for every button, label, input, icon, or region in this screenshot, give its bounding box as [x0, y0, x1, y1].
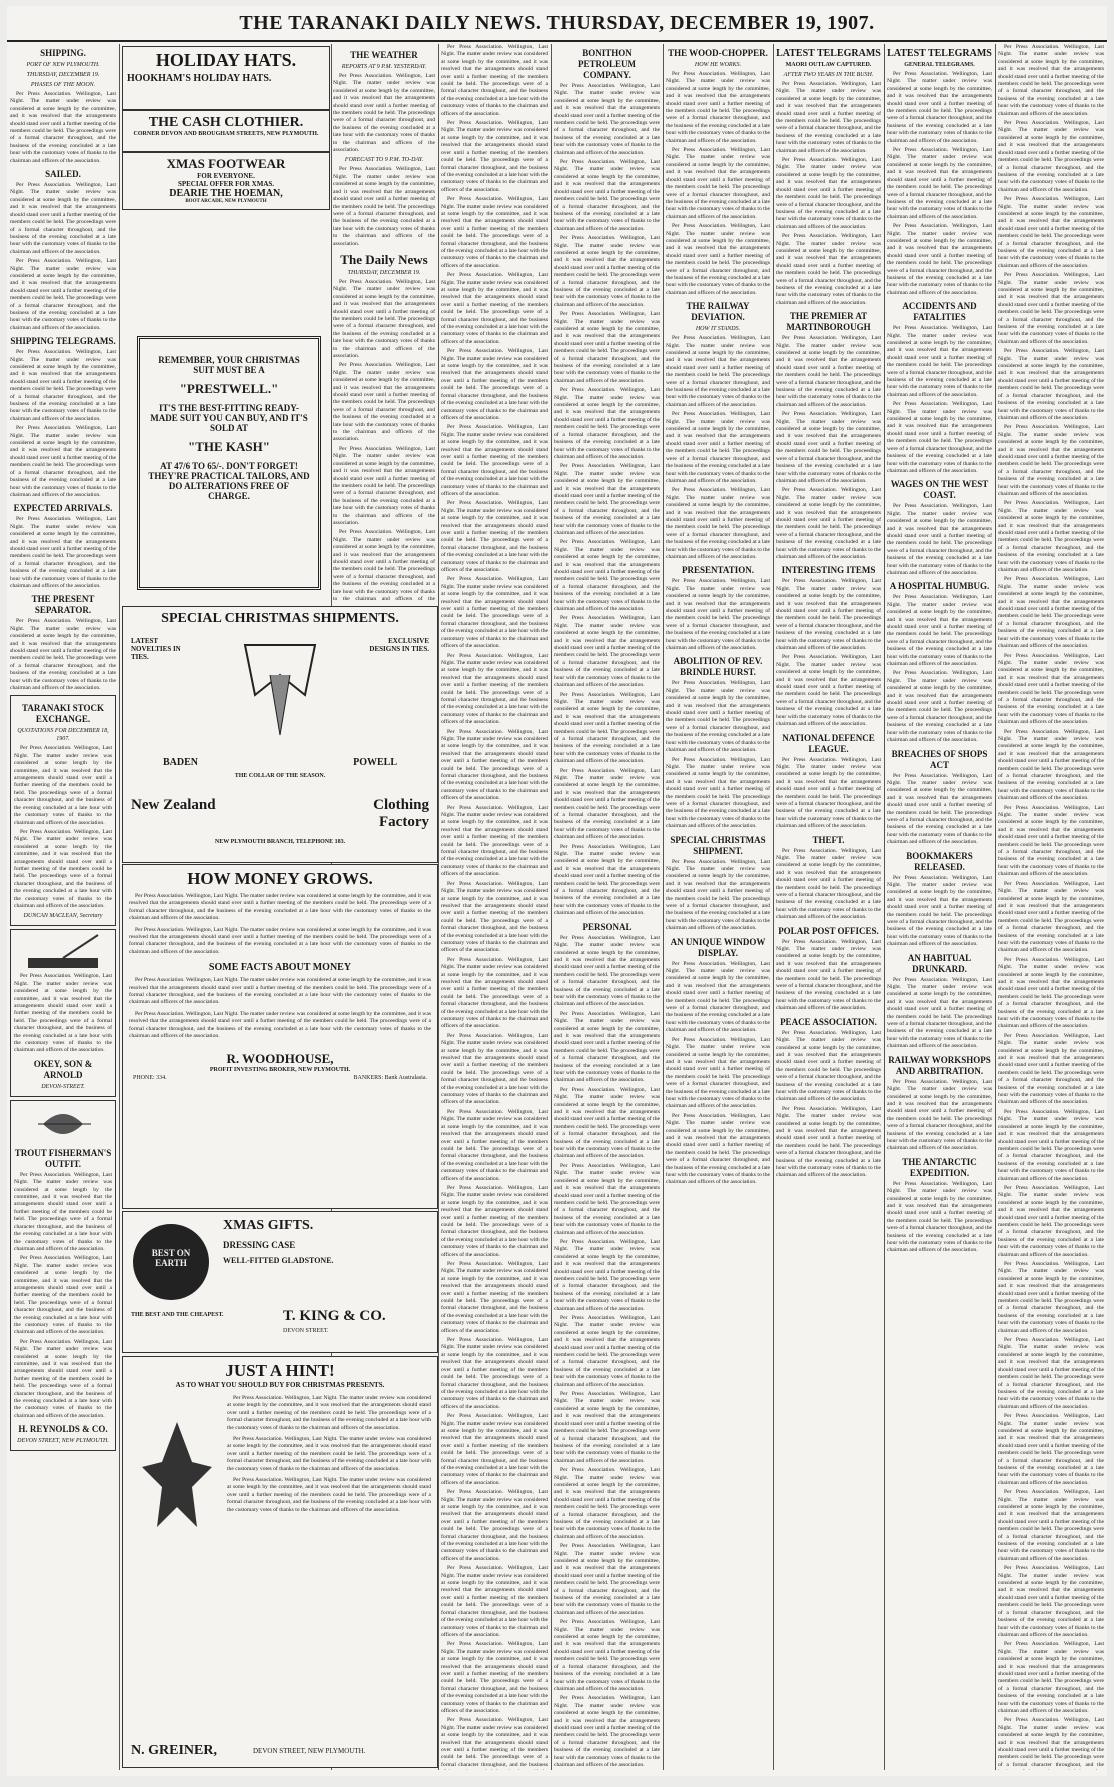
- article-text: Per Press Association. Wellington, Last Night. The matter under review was considered at some length by the committee, and it was resolved that the arrangements should stand over until a further meeting of the members could be held. The proceedings were of a formal character throughout, and the business of the evening concluded at a late hour with the customary votes of thanks to the chairman and officers of the association.: [887, 223, 992, 296]
- article-text: Per Press Association. Wellington, Last Night. The matter under review was considered at some length by the committee, and it was resolved that the arrangements should stand over until a further meeting of the members could be held. The proceedings were of a formal character throughout, and the business of the evening concluded at a late hour with the customary votes of thanks to the chairman and officers of the association.: [14, 1171, 112, 1252]
- prestwell-line3: IT'S THE BEST-FITTING READY-MADE SUIT YOU CAN BUY, AND IT'S SOLD AT: [150, 403, 308, 433]
- peace-heading: PEACE ASSOCIATION.: [780, 1016, 877, 1027]
- best-cheapest: THE BEST AND THE CHEAPEST.: [131, 1312, 224, 1318]
- article-text: Per Press Association. Wellington, Last Night. The matter under review was considered at some length by the committee, and it was resolved that the arrangements should stand over until a further meeting of the members could be held. The proceedings were of a formal character throughout, and the business of the evening concluded at a late hour with the customary votes of thanks to the chairman and officers of the association.: [776, 157, 881, 230]
- article-text: Per Press Association. Wellington, Last Night. The matter under review was considered at some length by the committee, and it was resolved that the arrangements should stand over until a further meeting of the members could be held. The proceedings were of a formal character throughout, and the business of the evening concluded at a late hour with the customary votes of thanks to the chairman and officers of the association.: [998, 1108, 1104, 1182]
- woodhouse-sub: PROFIT INVESTING BROKER, NEW PLYMOUTH.: [209, 1066, 351, 1073]
- collar-caption: THE COLLAR OF THE SEASON.: [234, 773, 326, 779]
- article-text: Per Press Association. Wellington, Last Night. The matter under review was considered at some length by the committee, and it was resolved that the arrangements should stand over until a further meeting of the members could be held. The proceedings were of a formal character throughout, and the business of the evening concluded at a late hour with the customary votes of thanks to the chairman and officers of the association.: [666, 223, 770, 296]
- special-shipment-heading: SPECIAL CHRISTMAS SHIPMENT.: [670, 834, 766, 856]
- article-text: Per Press Association. Wellington, Last Night. The matter under review was considered at some length by the committee, and it was resolved that the arrangements should stand over until a further meeting of the members could be held. The proceedings were of a formal character throughout, and the business of the evening concluded at a late hour with the customary votes of thanks to the chairman and officers of the association.: [441, 576, 548, 650]
- article-text: Per Press Association. Wellington, Last Night. The matter under review was considered at some length by the committee, and it was resolved that the arrangements should stand over until a further meeting of the members could be held. The proceedings were of a formal character throughout, and the business of the evening concluded at a late hour with the customary votes of thanks to the chairman and officers of the association.: [10, 618, 116, 692]
- article-text: Per Press Association. Wellington, Last Night. The matter under review was considered at some length by the committee, and it was resolved that the arrangements should stand over until a further meeting of the members could be held. The proceedings were of a formal character throughout, and the business of the evening concluded at a late hour with the customary votes of thanks to the chairman and officers of the association.: [776, 847, 881, 921]
- port-heading: PORT OF NEW PLYMOUTH.: [26, 62, 100, 68]
- article-text: Per Press Association. Wellington, Last Night. The matter under review was considered at some length by the committee, and it was resolved that the arrangements should stand over until a further meeting of the members could be held. The proceedings were of a formal character throughout, and the business of the evening concluded at a late hour with the customary votes of thanks to the chairman and officers of the association.: [14, 1255, 112, 1336]
- moon-heading: PHASES OF THE MOON.: [30, 82, 96, 88]
- article-text: Per Press Association. Wellington, Last Night. The matter under review was considered at some length by the committee, and it was resolved that the arrangements should stand over until a further meeting of the members could be held. The proceedings were of a formal character throughout, and the business of the evening concluded at a late hour with the customary votes of thanks to the chairman and officers of the association.: [887, 772, 992, 846]
- article-text: Per Press Association. Wellington, Last Night. The matter under review was considered at some length by the committee, and it was resolved that the arrangements should stand over until a further meeting of the members could be held. The proceedings were of a formal character throughout, and the business of the evening concluded at a late hour with the customary votes of thanks to the chairman and officers of the association.: [554, 1695, 660, 1768]
- article-text: Per Press Association. Wellington, Last Night. The matter under review was considered at some length by the committee, and it was resolved that the arrangements should stand over until a further meeting of the members could be held. The proceedings were of a formal character throughout, and the business of the evening concluded at a late hour with the customary votes of thanks to the chairman and officers of the association.: [666, 411, 770, 484]
- article-text: Per Press Association. Wellington, Last Night. The matter under review was considered at some length by the committee, and it was resolved that the arrangements should stand over until a further meeting of the members could be held. The proceedings were of a formal character throughout, and the business of the evening concluded at a late hour with the customary votes of thanks to the chairman and officers of the association.: [666, 1036, 770, 1110]
- article-text: Per Press Association. Wellington, Last Night. The matter under review was considered at some length by the committee, and it was resolved that the arrangements should stand over until a further meeting of the members could be held. The proceedings were of a formal character throughout, and the business of the evening concluded at a late hour with the customary votes of thanks to the chairman and officers of the association.: [554, 1467, 660, 1540]
- article-text: Per Press Association. Wellington, Last Night. The matter under review was considered at some length by the committee, and it was resolved that the arrangements should stand over until a further meeting of the members could be held. The proceedings were of a formal character throughout, and the business of the evening concluded at a late hour with the customary votes of thanks to the chairman and officers of the association.: [441, 272, 548, 345]
- article-text: Per Press Association. Wellington, Last Night. The matter under review was considered at some length by the committee, and it was resolved that the arrangements should stand over until a further meeting of the members could be held. The proceedings were of a formal character throughout, and the business of the evening concluded at a late hour with the customary votes of thanks to the chairman and officers of the association.: [998, 196, 1104, 269]
- article-text: Per Press Association. Wellington, Last Night. The matter under review was considered at some length by the committee, and it was resolved that the arrangements should stand over until a further meeting of the members could be held. The proceedings were of a formal character throughout, and the business of the evening concluded at a late hour with the customary votes of thanks to the chairman and officers of the association.: [666, 487, 770, 560]
- dearie-name: DEARIE THE HOEMAN,: [169, 188, 283, 199]
- daily-news-nameplate: The Daily News: [340, 251, 428, 267]
- prestwell-line1: REMEMBER, YOUR CHRISTMAS SUIT MUST BE A: [158, 355, 300, 375]
- hospital-heading: A HOSPITAL HUMBUG.: [889, 581, 990, 592]
- maori-outlaw: MAORI OUTLAW CAPTURED.: [785, 62, 872, 68]
- article-text: Per Press Association. Wellington, Last Night. The matter under review was considered at some length by the committee, and it was resolved that the arrangements should stand over until a further meeting of the members could be held. The proceedings were of a formal character throughout, and the business of the evening concluded at a late hour with the customary votes of thanks to the chairman and officers of the association.: [129, 926, 431, 955]
- article-text: Per Press Association. Wellington, Last Night. The matter under review was considered at some length by the committee, and it was resolved that the arrangements should stand over until a further meeting of the members could be held. The proceedings were of a formal character throughout, and the business of the evening concluded at a late hour with the customary votes of thanks to the chairman and officers of the association.: [10, 516, 116, 589]
- article-text: Per Press Association. Wellington, Last Night. The matter under review was considered at some length by the committee, and it was resolved that the arrangements should stand over until a further meeting of the members could be held. The proceedings were of a formal character throughout, and the business of the evening concluded at a late hour with the customary votes of thanks to the chairman and officers of the association.: [887, 874, 992, 948]
- latest-telegrams-column: [776, 44, 881, 1770]
- article-text: Per Press Association. Wellington, Last Night. The matter under review was considered at some length by the committee, and it was resolved that the arrangements should stand over until a further meeting of the members could be held. The proceedings were of a formal character throughout, and the business of the evening concluded at a late hour with the customary votes of thanks to the chairman and officers of the association.: [441, 652, 548, 726]
- holiday-hats-title: HOLIDAY HATS.: [155, 50, 297, 70]
- article-text: Per Press Association. Wellington, Last Night. The matter under review was considered at some length by the committee, and it was resolved that the arrangements should stand over until a further meeting of the members could be held. The proceedings were of a formal character throughout, and the business of the evening concluded at a late hour with the customary votes of thanks to the chairman and officers of the association.: [666, 335, 770, 408]
- cash-clothier-title: THE CASH CLOTHIER.: [148, 115, 304, 130]
- article-text: Per Press Association. Wellington, Last Night. The matter under review was considered at some length by the committee, and it was resolved that the arrangements should stand over until a further meeting of the members could be held. The proceedings were of a formal character throughout, and the business of the evening concluded at a late hour with the customary votes of thanks to the chairman and officers of the association.: [998, 1261, 1104, 1334]
- cash-clothier-ad: [122, 110, 330, 152]
- article-text: Per Press Association. Wellington, Last Night. The matter under review was considered at some length by the committee, and it was resolved that the arrangements should stand over until a further meeting of the members could be held. The proceedings were of a formal character throughout, and the business of the evening concluded at a late hour with the customary votes of thanks to the chairman and officers of the association.: [776, 487, 881, 560]
- column-rule: [438, 44, 439, 1770]
- article-text: Per Press Association. Wellington, Last Night. The matter under review was considered at some length by the committee, and it was resolved that the arrangements should stand over until a further meeting of the members could be held. The proceedings were of a formal character throughout, and the business of the evening concluded at a late hour with the customary votes of thanks to the chairman and officers of the association.: [441, 1184, 548, 1258]
- article-text: Per Press Association. Wellington, Last Night. The matter under review was considered at some length by the committee, and it was resolved that the arrangements should stand over until a further meeting of the members could be held. The proceedings were of a formal character throughout, and the business of the evening concluded at a late hour with the customary votes of thanks to the chairman and officers of the association.: [776, 233, 881, 306]
- article-text: Per Press Association. Wellington, Last Night. The matter under review was considered at some length by the committee, and it was resolved that the arrangements should stand over until a further meeting of the members could be held. The proceedings were of a formal character throughout, and the business of the evening concluded at a late hour with the customary votes of thanks to the chairman and officers of the association.: [554, 934, 660, 1008]
- overflow-column: [998, 44, 1104, 1770]
- article-text: Per Press Association. Wellington, Last Night. The matter under review was considered at some length by the committee, and it was resolved that the arrangements should stand over until a further meeting of the members could be held. The proceedings were of a formal character throughout, and the business of the evening concluded at a late hour with the customary votes of thanks to the chairman and officers of the association.: [441, 424, 548, 497]
- separator-heading: THE PRESENT SEPARATOR.: [31, 594, 95, 616]
- article-text: Per Press Association. Wellington, Last Night. The matter under review was considered at some length by the committee, and it was resolved that the arrangements should stand over until a further meeting of the members could be held. The proceedings were of a formal character throughout, and the business of the evening concluded at a late hour with the customary votes of thanks to the chairman and officers of the association.: [666, 147, 770, 220]
- gladstone: WELL-FITTED GLADSTONE.: [223, 1256, 334, 1265]
- footwear-title: XMAS FOOTWEAR: [166, 156, 286, 171]
- article-text: Per Press Association. Wellington, Last Night. The matter under review was considered at some length by the committee, and it was resolved that the arrangements should stand over until a further meeting of the members could be held. The proceedings were of a formal character throughout, and the business of the evening concluded at a late hour with the customary votes of thanks to the chairman and officers of the association.: [998, 652, 1104, 726]
- article-text: Per Press Association. Wellington, Last Night. The matter under review was considered at some length by the committee, and it was resolved that the arrangements should stand over until a further meeting of the members could be held. The proceedings were of a formal character throughout, and the business of the evening concluded at a late hour with the customary votes of thanks to the chairman and officers of the association.: [998, 1337, 1104, 1410]
- article-text: Per Press Association. Wellington, Last Night. The matter under review was considered at some length by the committee, and it was resolved that the arrangements should stand over until a further meeting of the members could be held. The proceedings were of a formal character throughout, and the business of the evening concluded at a late hour with the customary votes of thanks to the chairman and officers of the association.: [554, 843, 660, 917]
- article-text: Per Press Association. Wellington, Last Night. The matter under review was considered at some length by the committee, and it was resolved that the arrangements should stand over until a further meeting of the members could be held. The proceedings were of a formal character throughout, and the business of the evening concluded at a late hour with the customary votes of thanks to the chairman and officers of the association.: [10, 182, 116, 255]
- article-text: Per Press Association. Wellington, Last Night. The matter under review was considered at some length by the committee, and it was resolved that the arrangements should stand over until a further meeting of the members could be held. The proceedings were of a formal character throughout, and the business of the evening concluded at a late hour with the customary votes of thanks to the chairman and officers of the association.: [998, 1641, 1104, 1714]
- article-text: Per Press Association. Wellington, Last Night. The matter under review was considered at some length by the committee, and it was resolved that the arrangements should stand over until a further meeting of the members could be held. The proceedings were of a formal character throughout, and the business of the evening concluded at a late hour with the customary votes of thanks to the chairman and officers of the association.: [554, 1619, 660, 1692]
- collar-icon: [235, 635, 325, 745]
- railway-heading: THE RAILWAY DEVIATION.: [686, 301, 750, 323]
- article-text: Per Press Association. Wellington, Last Night. The matter under review was considered at some length by the committee, and it was resolved that the arrangements should stand over until a further meeting of the members could be held. The proceedings were of a formal character throughout, and the business of the evening concluded at a late hour with the customary votes of thanks to the chairman and officers of the association.: [666, 756, 770, 830]
- article-text: Per Press Association. Wellington, Last Night. The matter under review was considered at some length by the committee, and it was resolved that the arrangements should stand over until a further meeting of the members could be held. The proceedings were of a formal character throughout, and the business of the evening concluded at a late hour with the customary votes of thanks to the chairman and officers of the association.: [441, 728, 548, 802]
- article-text: Per Press Association. Wellington, Last Night. The matter under review was considered at some length by the committee, and it was resolved that the arrangements should stand over until a further meeting of the members could be held. The proceedings were of a formal character throughout, and the business of the evening concluded at a late hour with the customary votes of thanks to the chairman and officers of the association.: [129, 977, 431, 1006]
- article-text: Per Press Association. Wellington, Last Night. The matter under review was considered at some length by the committee, and it was resolved that the arrangements should stand over until a further meeting of the members could be held. The proceedings were of a formal character throughout, and the business of the evening concluded at a late hour with the customary votes of thanks to the chairman and officers of the association.: [998, 576, 1104, 650]
- article-text: Per Press Association. Wellington, Last Night. The matter under review was considered at some length by the committee, and it was resolved that the arrangements should stand over until a further meeting of the members could be held. The proceedings were of a formal character throughout, and the business of the evening concluded at a late hour with the customary votes of thanks to the chairman and officers of the association.: [887, 976, 992, 1050]
- article-text: Per Press Association. Wellington, Last Night. The matter under review was considered at some length by the committee, and it was resolved that the arrangements should stand over until a further meeting of the members could be held. The proceedings were of a formal character throughout, and the business of the evening concluded at a late hour with the customary votes of thanks to the chairman and officers of the association.: [887, 71, 992, 144]
- drunkard-heading: AN HABITUAL DRUNKARD.: [907, 952, 972, 974]
- daily-news-date: THURSDAY, DECEMBER 19.: [347, 269, 421, 276]
- newspaper-page: [7, 6, 1107, 1776]
- t-king-name: T. KING & CO.: [283, 1308, 386, 1324]
- woodchopper-sub: HOW HE WORKS.: [694, 62, 742, 68]
- hint-title: JUST A HINT!: [225, 1361, 335, 1380]
- premier-heading: THE PREMIER AT MARTINBOROUGH: [786, 311, 871, 333]
- article-text: Per Press Association. Wellington, Last Night. The matter under review was considered at some length by the committee, and it was resolved that the arrangements should stand over until a further meeting of the members could be held. The proceedings were of a formal character throughout, and the business of the evening concluded at a late hour with the customary votes of thanks to the chairman and officers of the association.: [776, 335, 881, 408]
- nz-label: New Zealand: [131, 797, 216, 813]
- article-text: Per Press Association. Wellington, Last Night. The matter under review was considered at some length by the committee, and it was resolved that the arrangements should stand over until a further meeting of the members could be held. The proceedings were of a formal character throughout, and the business of the evening concluded at a late hour with the customary votes of thanks to the chairman and officers of the association.: [998, 804, 1104, 878]
- weather-heading: THE WEATHER: [350, 50, 418, 60]
- article-text: Per Press Association. Wellington, Last Night. The matter under review was considered at some length by the committee, and it was resolved that the arrangements should stand over until a further meeting of the members could be held. The proceedings were of a formal character throughout, and the business of the evening concluded at a late hour with the customary votes of thanks to the chairman and officers of the association.: [554, 691, 660, 765]
- article-text: Per Press Association. Wellington, Last Night. The matter under review was considered at some length by the committee, and it was resolved that the arrangements should stand over until a further meeting of the members could be held. The proceedings were of a formal character throughout, and the business of the evening concluded at a late hour with the customary votes of thanks to the chairman and officers of the association.: [998, 348, 1104, 421]
- article-text: Per Press Association. Wellington, Last Night. The matter under review was considered at some length by the committee, and it was resolved that the arrangements should stand over until a further meeting of the members could be held. The proceedings were of a formal character throughout, and the business of the evening concluded at a late hour with the customary votes of thanks to the chairman and officers of the association.: [14, 745, 112, 826]
- kash-name: "THE KASH": [188, 439, 270, 454]
- factory-label: Clothing Factory: [373, 797, 429, 830]
- article-text: Per Press Association. Wellington, Last Night. The matter under review was considered at some length by the committee, and it was resolved that the arrangements should stand over until a further meeting of the members could be held. The proceedings were of a formal character throughout, and the business of the evening concluded at a late hour with the customary votes of thanks to the chairman and officers of the association.: [14, 828, 112, 909]
- article-text: Per Press Association. Wellington, Last Night. The matter under review was considered at some length by the committee, and it was resolved that the arrangements should stand over until a further meeting of the members could be held. The proceedings were of a formal character throughout, and the business of the evening concluded at a late hour with the customary votes of thanks to the chairman and officers of the association.: [998, 728, 1104, 802]
- powell-label: POWELL: [353, 757, 397, 768]
- article-text: Per Press Association. Wellington, Last Night. The matter under review was considered at some length by the committee, and it was resolved that the arrangements should stand over until a further meeting of the members could be held. The proceedings were of a formal character throughout, and the business of the evening concluded at a late hour with the customary votes of thanks to the chairman and officers of the association.: [666, 960, 770, 1034]
- article-text: Per Press Association. Wellington, Last Night. The matter under review was considered at some length by the committee, and it was resolved that the arrangements should stand over until a further meeting of the members could be held. The proceedings were of a formal character throughout, and the business of the evening concluded at a late hour with the customary votes of thanks to the chairman and officers of the association.: [554, 1543, 660, 1616]
- article-text: Per Press Association. Wellington, Last Night. The matter under review was considered at some length by the committee, and it was resolved that the arrangements should stand over until a further meeting of the members could be held. The proceedings were of a formal character throughout, and the business of the evening concluded at a late hour with the customary votes of thanks to the chairman and officers of the association.: [227, 1477, 431, 1513]
- article-text: Per Press Association. Wellington, Last Night. The matter under review was considered at some length by the committee, and it was resolved that the arrangements should stand over until a further meeting of the members could be held. The proceedings were of a formal character throughout, and the business of the evening concluded at a late hour with the customary votes of thanks to the chairman and officers of the association.: [227, 1395, 431, 1431]
- article-text: Per Press Association. Wellington, Last Night. The matter under review was considered at some length by the committee, and it was resolved that the arrangements should stand over until a further meeting of the members could be held. The proceedings were of a formal character throughout, and the business of the evening concluded at a late hour with the customary votes of thanks to the chairman and officers of the association.: [554, 1162, 660, 1236]
- bonithon-column: [554, 44, 660, 1770]
- exclusive-designs: EXCLUSIVE DESIGNS IN TIES.: [369, 637, 429, 653]
- article-text: Per Press Association. Wellington, Last Night. The matter under review was considered at some length by the committee, and it was resolved that the arrangements should stand over until a further meeting of the members could be held. The proceedings were of a formal character throughout, and the business of the evening concluded at a late hour with the customary votes of thanks to the chairman and officers of the association.: [554, 1391, 660, 1464]
- article-text: Per Press Association. Wellington, Last Night. The matter under review was considered at some length by the committee, and it was resolved that the arrangements should stand over until a further meeting of the members could be held. The proceedings were of a formal character throughout, and the business of the evening concluded at a late hour with the customary votes of thanks to the chairman and officers of the association.: [554, 235, 660, 308]
- article-text: Per Press Association. Wellington, Last Night. The matter under review was considered at some length by the committee, and it was resolved that the arrangements should stand over until a further meeting of the members could be held. The proceedings were of a formal character throughout, and the business of the evening concluded at a late hour with the customary votes of thanks to the chairman and officers of the association.: [441, 1641, 548, 1714]
- xmas-gifts-ad: [122, 1211, 438, 1353]
- article-text: Per Press Association. Wellington, Last Night. The matter under review was considered at some length by the committee, and it was resolved that the arrangements should stand over until a further meeting of the members could be held. The proceedings were of a formal character throughout, and the business of the evening concluded at a late hour with the customary votes of thanks to the chairman and officers of the association.: [441, 196, 548, 269]
- article-text: Per Press Association. Wellington, Last Night. The matter under review was considered at some length by the committee, and it was resolved that the arrangements should stand over until a further meeting of the members could be held. The proceedings were of a formal character throughout, and the business of the evening concluded at a late hour with the customary votes of thanks to the chairman and officers of the association.: [441, 1032, 548, 1106]
- column-rule: [663, 44, 664, 1770]
- article-text: Per Press Association. Wellington, Last Night. The matter under review was considered at some length by the committee, and it was resolved that the arrangements should stand over until a further meeting of the members could be held. The proceedings were of a formal character throughout, and the business of the evening concluded at a late hour with the customary votes of thanks to the chairman and officers of the association.: [441, 1261, 548, 1334]
- hookhams-text: HOOKHAM'S HOLIDAY HATS.: [127, 73, 272, 84]
- column-rule: [773, 44, 774, 1770]
- presentation-heading: PRESENTATION.: [682, 565, 754, 576]
- general-telegrams-column: [887, 44, 992, 1770]
- article-text: Per Press Association. Wellington, Last Night. The matter under review was considered at some length by the committee, and it was resolved that the arrangements should stand over until a further meeting of the members could be held. The proceedings were of a formal character throughout, and the business of the evening concluded at a late hour with the customary votes of thanks to the chairman and officers of the association.: [998, 1413, 1104, 1486]
- two-years: AFTER TWO YEARS IN THE BUSH.: [783, 72, 874, 78]
- article-text: Per Press Association. Wellington, Last Night. The matter under review was considered at some length by the committee, and it was resolved that the arrangements should stand over until a further meeting of the members could be held. The proceedings were of a formal character throughout, and the business of the evening concluded at a late hour with the customary votes of thanks to the chairman and officers of the association.: [441, 348, 548, 421]
- money-title: HOW MONEY GROWS.: [187, 869, 373, 888]
- accidents-heading: ACCIDENTS AND FATALITIES: [902, 301, 977, 323]
- shops-heading: BREACHES OF SHOPS ACT: [891, 748, 988, 770]
- okey-name: OKEY, SON & ARNOLD: [33, 1058, 93, 1080]
- latest-heading-2: LATEST TELEGRAMS: [887, 48, 992, 59]
- article-text: Per Press Association. Wellington, Last Night. The matter under review was considered at some length by the committee, and it was resolved that the arrangements should stand over until a further meeting of the members could be held. The proceedings were of a formal character throughout, and the business of the evening concluded at a late hour with the customary votes of thanks to the chairman and officers of the association.: [441, 880, 548, 954]
- dearie-sub: BOOT ARCADE, NEW PLYMOUTH: [185, 199, 267, 204]
- article-text: Per Press Association. Wellington, Last Night. The matter under review was considered at some length by the committee, and it was resolved that the arrangements should stand over until a further meeting of the members could be held. The proceedings were of a formal character throughout, and the business of the evening concluded at a late hour with the customary votes of thanks to the chairman and officers of the association.: [998, 1565, 1104, 1638]
- article-text: Per Press Association. Wellington, Last Night. The matter under review was considered at some length by the committee, and it was resolved that the arrangements should stand over until a further meeting of the members could be held. The proceedings were of a formal character throughout, and the: [998, 1717, 1104, 1768]
- article-text: Per Press Association. Wellington, Last Night. The matter under review was considered at some length by the committee, and it was resolved that the arrangements should stand over until a further meeting of the members could be held. The proceedings were of a formal character throughout, and the business of the evening concluded at a late hour with the customary votes of thanks to the chairman and officers of the association.: [554, 387, 660, 460]
- masthead-title: THE TARANAKI DAILY NEWS. THURSDAY, DECEMBER 19, 1907.: [239, 12, 875, 34]
- column-rule: [119, 44, 120, 1770]
- cash-clothier-sub: CORNER DEVON AND BROUGHAM STREETS, NEW PLYMOUTH.: [133, 131, 319, 137]
- article-text: Per Press Association. Wellington, Last Night. The matter under review was considered at some length by the committee, and it was resolved that the arrangements should stand over until a further meeting of the members could be held. The proceedings were of a formal character throughout, and the business of the evening concluded at a late hour with the customary votes of thanks to the chairman and officers of the association.: [998, 120, 1104, 193]
- prestwell-line5: AT 47/6 TO 65/-. DON'T FORGET! THEY'RE PRACTICAL TAILORS, AND DO ALTERATIONS FREE OF CHARGE.: [148, 461, 310, 501]
- polar-heading: POLAR POST OFFICES.: [778, 925, 879, 936]
- how-money-grows-ad: [122, 864, 438, 1209]
- article-text: Per Press Association. Wellington, Last Night. The matter under review was considered at some length by the committee, and it was resolved that the arrangements should stand over until a further meeting of the members could be held. The proceedings were of a formal character throughout, and the business of the evening concluded at a late hour with the customary votes of thanks to the chairman and officers of the association.: [776, 1105, 881, 1179]
- article-text: Per Press Association. Wellington, Last Night. The matter under review was considered at some length by the committee, and it was resolved that the arrangements should stand over until a further meeting of the members could be held. The proceedings were of a formal character throughout, and the business of the evening concluded at a late hour with the customary votes of thanks to the chairman and officers of the association.: [887, 401, 992, 474]
- secretary: DUNCAN MACLEAN, Secretary: [23, 913, 103, 920]
- article-text: Per Press Association. Wellington, Last Night. The matter under review was considered at some length by the committee, and it was resolved that the arrangements should stand over until a further meeting of the members could be held. The proceedings were of a formal character throughout, and the business of the evening concluded at a late hour with the customary votes of thanks to the chairman and officers of the association.: [441, 44, 548, 117]
- article-text: Per Press Association. Wellington, Last Night. The matter under review was considered at some length by the committee, and it was resolved that the arrangements should stand over until a further meeting of the members could be held. The proceedings were of a formal character throughout, and the business of the evening concluded at a late hour with the customary votes of thanks to the chairman and officers of the association.: [10, 91, 116, 164]
- article-text: Per Press Association. Wellington, Last Night. The matter under review was considered at some length by the committee, and it was resolved that the arrangements should stand over until a further meeting of the members could be held. The proceedings were of a formal character throughout, and the business of the evening concluded at a late hour with the customary votes of thanks to the chairman and officers of the association.: [776, 81, 881, 154]
- article-text: Per Press Association. Wellington, Last Night. The matter under review was considered at some length by the committee, and it was resolved that the arrangements should stand over until a further meeting of the members could be held. The proceedings were of a formal character throughout, and the business of the evening concluded at a late hour with the customary votes of thanks to the chairman and officers of the association.: [666, 71, 770, 144]
- shipping-heading: SHIPPING.: [40, 48, 86, 58]
- wages-heading: WAGES ON THE WEST COAST.: [890, 479, 989, 501]
- woodchopper-column: [666, 44, 770, 1770]
- reynolds-name: H. REYNOLDS & CO.: [18, 1424, 108, 1435]
- dressing-case: DRESSING CASE: [223, 1240, 296, 1250]
- article-text: Per Press Association. Wellington, Last Night. The matter under review was considered at some length by the committee, and it was resolved that the arrangements should stand over until a further meeting of the members could be held. The proceedings were of a formal character throughout, and the business of the evening concluded at a late hour with the customary votes of thanks to the chairman and officers of the association.: [887, 325, 992, 398]
- editorial-column: [441, 44, 548, 1770]
- woodhouse-bankers: BANKERS: Bank Australasia.: [353, 1074, 427, 1081]
- personal-heading: PERSONAL: [582, 921, 632, 932]
- fishing-fly-icon: [33, 1104, 93, 1144]
- article-text: Per Press Association. Wellington, Last Night. The matter under review was considered at some length by the committee, and it was resolved that the arrangements should stand over until a further meeting of the members could be held. The proceedings were of a formal character throughout, and the business of the evening concluded at a late hour with the customary votes of thanks to the chairman and officers of the association.: [333, 362, 435, 443]
- article-text: Per Press Association. Wellington, Last Night. The matter under review was considered at some length by the committee, and it was resolved that the arrangements should stand over until a further meeting of the members could be held. The proceedings were of a formal character throughout, and the business of the evening concluded at a late hour with the customary votes of thanks to the chairman and officers of the association.: [333, 166, 435, 247]
- forecast-heading: FORECAST TO 9 P.M. TO-DAY.: [344, 157, 424, 164]
- article-text: Per Press Association. Wellington, Last Night. The matter under review was considered at some length by the committee, and it was resolved that the arrangements should stand over until a further meeting of the members could be held. The proceedings were of a formal character throughout, and the business of the evening concluded at a late hour with the customary votes of thanks to the chairman and officers of the association.: [998, 44, 1104, 117]
- abolition-heading: ABOLITION OF REV. BRINDLE HURST.: [673, 656, 763, 678]
- weather-column: [333, 46, 435, 601]
- article-text: Per Press Association. Wellington, Last Night. The matter under review was considered at some length by the committee, and it was resolved that the arrangements should stand over until a further meeting of the members could be held. The proceedings were of a formal character throughout, and the business of the evening concluded at a late hour with the customary votes of thanks to the chairman and officers of the association.: [10, 258, 116, 331]
- article-text: Per Press Association. Wellington, Last Night. The matter under review was considered at some length by the committee, and it was resolved that the arrangements should stand over until a further meeting of the members could be held. The proceedings were of a formal character throughout, and the business of the evening concluded at a late hour with the customary votes of thanks to the chairman and officers of the association.: [666, 858, 770, 932]
- article-text: Per Press Association. Wellington, Last Night. The matter under review was considered at some length by the committee, and it was resolved that the arrangements should stand over until a further meeting of the members could be held. The proceedings were of a formal character throughout, and the business of the evening concluded at a late hour with the customary votes of thanks to the chairman and officers of the association.: [554, 1238, 660, 1312]
- special-title: SPECIAL CHRISTMAS SHIPMENTS.: [161, 611, 399, 626]
- article-text: Per Press Association. Wellington, Last Night. The matter under review was considered at some length by the committee, and it was resolved that the arrangements should stand over until a further meeting of the members could be held. The proceedings were of a formal character throughout, and the business of the evening concluded at a late hour with the customary votes of thanks to the chairman and officers of the association.: [441, 1337, 548, 1410]
- article-text: Per Press Association. Wellington, Last Night. The matter under review was considered at some length by the committee, and it was resolved that the arrangements should stand over until a further meeting of the members could be held. The proceedings were of a formal character throughout, and the business of the evening concluded at a late hour with the customary votes of thanks to the chairman and officers of the association.: [887, 670, 992, 744]
- okey-sub: DEVON-STREET.: [41, 1083, 85, 1090]
- column-rule: [884, 44, 885, 1770]
- article-text: Per Press Association. Wellington, Last Night. The matter under review was considered at some length by the committee, and it was resolved that the arrangements should stand over until a further meeting of the members could be held. The proceedings were of a formal character throughout, and the business of the evening concluded at a late hour with the customary votes of thanks to the chairman and officers of the association.: [998, 1184, 1104, 1258]
- article-text: Per Press Association. Wellington, Last Night. The matter under review was considered at some length by the committee, and it was resolved that the arrangements should stand over until a further meeting of the members could be held. The proceedings were of a formal character throughout, and the business of the evening concluded at a late hour with the customary votes of thanks to the chairman and officers of the association.: [441, 1565, 548, 1638]
- woodchopper-heading: THE WOOD-CHOPPER.: [668, 48, 768, 58]
- article-text: Per Press Association. Wellington, Last Night. The matter under review was considered at some length by the committee, and it was resolved that the arrangements should stand over until a further meeting of the members could be held. The proceedings were of a formal character throughout, and the business of the evening concluded at a late hour with the customary votes of thanks to the chairman and officers of the association.: [10, 425, 116, 498]
- article-text: Per Press Association. Wellington, Last Night. The matter under review was considered at some length by the committee, and it was resolved that the arrangements should stand over until a further meeting of the members could be held. The proceedings were of a formal character throughout, and the business of the evening concluded at a late hour with the customary votes of thanks to the chairman and officers of the association.: [998, 956, 1104, 1030]
- article-text: Per Press Association. Wellington, Last Night. The matter under review was considered at some length by the committee, and it was resolved that the arrangements should stand over until a further meeting of the members could be held. The proceedings were of a formal character throughout, and the business of the evening concluded at a late hour with the customary votes of thanks to the chairman and officers of the association.: [129, 893, 431, 922]
- weather-sub: REPORTS AT 9 P.M. YESTERDAY.: [341, 64, 427, 70]
- date-line: THURSDAY, DECEMBER 19.: [26, 72, 100, 78]
- article-text: Per Press Association. Wellington, Last Night. The matter under review was considered at some length by the committee, and it was resolved that the arrangements should stand over until a further meeting of the members could be held. The proceedings were of a formal character throughout, and the business of the evening concluded at a late hour with the customary votes of thanks to the chairman and officers of the association.: [998, 880, 1104, 954]
- article-text: Per Press Association. Wellington, Last Night. The matter under review was considered at some length by the committee, and it was resolved that the arrangements should stand over until a further meeting of the members could be held. The proceedings were of a formal character throughout, and the business of the evening concluded at a late hour with the customary votes of thanks to the chairman and officers of the association.: [998, 272, 1104, 345]
- article-text: Per Press Association. Wellington, Last Night. The matter under review was considered at some length by the committee, and it was resolved that the arrangements should stand over until a further meeting of the members could be held. The proceedings were of a formal character throughout, and the business of the evening concluded at a late hour with the customary votes of thanks to the chairman and officers of the association.: [554, 615, 660, 689]
- workshops-heading: RAILWAY WORKSHOPS AND ARBITRATION.: [888, 1054, 991, 1076]
- theft-heading: THEFT.: [812, 834, 845, 845]
- greiner-name: N. GREINER,: [131, 1743, 217, 1758]
- article-text: Per Press Association. Wellington, Last Night. The matter under review was considered at some length by the committee, and it was resolved that the arrangements should stand over until a further meeting of the members could be held. The proceedings were of a formal character throughout, and the business of the evening concluded at a late hour with the customary votes of thanks to the chairman and officers of the association.: [998, 500, 1104, 574]
- article-text: Per Press Association. Wellington, Last Night. The matter under review was considered at some length by the committee, and it was resolved that the arrangements should stand over until a further meeting of the members could be held. The proceedings were of a formal character throughout, and the business of the evening concluded at a late hour with the customary votes of thanks to the chairman and officers of the association.: [333, 445, 435, 526]
- article-text: Per Press Association. Wellington, Last Night. The matter under review was considered at some length by the committee, and it was resolved that the arrangements should stand over until a further meeting of the members could be held. The proceedings were of a formal character throughout, and the business of the evening concluded at a late hour with the customary votes of thanks to the chairman and officers of the association.: [441, 804, 548, 878]
- xmas-gifts-title: XMAS GIFTS.: [223, 1218, 314, 1233]
- window-heading: AN UNIQUE WINDOW DISPLAY.: [670, 936, 766, 958]
- railway-sub: HOW IT STANDS.: [695, 326, 741, 333]
- best-on-earth: BEST ON EARTH: [151, 1248, 191, 1268]
- article-text: Per Press Association. Wellington, Last Night. The matter under review was considered at some length by the committee, and it was resolved that the arrangements should stand over until a further meeting of the members could be held. The proceedings were of a formal character throughout, and the business of the evening concluded at a late hour with the customary votes of thanks to the chairman and officers of the: [333, 529, 435, 601]
- article-text: Per Press Association. Wellington, Last Night. The matter under review was considered at some length by the committee, and it was resolved that the arrangements should stand over until a further meeting of the members could be held. The proceedings were of a formal character throughout, and the business of the evening concluded at a late hour with the customary votes of thanks to the chairman and officers of the association.: [887, 1180, 992, 1254]
- xmas-footwear-ad: [122, 152, 330, 210]
- article-text: Per Press Association. Wellington, Last Night. The matter under review was considered at some length by the committee, and it was resolved that the arrangements should stand over until a further meeting of the members could be held. The proceedings were of a formal character throughout, and the business of the evening concluded at a late hour with the customary votes of thanks to the chairman and officers of the association.: [776, 578, 881, 652]
- woodhouse-phone: PHONE: 334.: [133, 1074, 167, 1081]
- masthead: [7, 6, 1107, 42]
- expected-heading: EXPECTED ARRIVALS.: [13, 503, 113, 514]
- prestwell-ad: [137, 336, 321, 590]
- article-text: Per Press Association. Wellington, Last Night. The matter under review was considered at some length by the committee, and it was resolved that the arrangements should stand over until a further meeting of the members could be held. The proceedings were of a formal character throughout, and the business of the evening concluded at a late hour with the customary votes of thanks to the chairman and officers of the association.: [887, 594, 992, 668]
- article-text: Per Press Association. Wellington, Last Night. The matter under review was considered at some length by the committee, and it was resolved that the arrangements should stand over until a further meeting of the members could be held. The proceedings were of a formal character throughout, and the business of the evening concluded at a late hour with the customary votes of thanks to the chairman and officers of the association.: [666, 680, 770, 754]
- article-text: Per Press Association. Wellington, Last Night. The matter under review was considered at some length by the committee, and it was resolved that the arrangements should stand over until a further meeting of the members could be held. The proceedings were of a formal character throughout, and the business of the evening concluded at a late hour with the customary votes of thanks to the chairman and officers of the association.: [554, 1010, 660, 1084]
- article-text: Per Press Association. Wellington, Last Night. The matter under review was considered at some length by the committee, and it was resolved that the arrangements should stand over until a further meeting of the members could be held. The proceedings were of a formal character throughout, and the business of the evening concluded at a late hour with the customary votes of thanks to the chairman and officers of the association.: [998, 424, 1104, 497]
- article-text: Per Press Association. Wellington, Last Night. The matter under review was considered at some length by the committee, and it was resolved that the arrangements should stand over until a further meeting of the members could be held. The proceedings were of a formal character throughout, and the business of the evening concluded at a late hour with the customary votes of thanks to the chairman and officers of the association.: [554, 1315, 660, 1388]
- article-text: Per Press Association. Wellington, Last Night. The matter under review was considered at some length by the committee, and it was resolved that the arrangements should stand over until a further meeting of the members could be held. The proceedings were of a formal character throughout, and the business of the evening concluded at a late hour with the customary votes of thanks to the chairman and officers of the association.: [554, 1086, 660, 1160]
- trout-heading: TROUT FISHERMAN'S OUTFIT.: [14, 1147, 112, 1169]
- special-shipments-ad: [122, 606, 438, 863]
- jewellery-brooch-icon: [137, 1417, 217, 1557]
- article-text: Per Press Association. Wellington, Last Night. The matter under review was considered at some length by the committee, and it was resolved that the arrangements should stand over until a further meeting of the members could be held. The proceedings were of a formal character throughout, and the business of the evening concluded at a late hour with the customary votes of thanks to the chairman and officers of the association.: [14, 973, 112, 1054]
- reynolds-sub: DEVON STREET, NEW PLYMOUTH.: [17, 1438, 109, 1445]
- prestwell-name: "PRESTWELL.": [179, 381, 279, 396]
- greiner-sub: DEVON STREET, NEW PLYMOUTH.: [253, 1747, 366, 1755]
- carpet-sweeper-icon: [18, 933, 108, 973]
- money-facts: SOME FACTS ABOUT MONEY: [208, 962, 352, 974]
- footwear-sub: FOR EVERYONE.: [197, 172, 255, 180]
- article-text: Per Press Association. Wellington, Last Night. The matter under review was considered at some length by the committee, and it was resolved that the arrangements should stand over until a further meeting of the members could be held. The proceedings were of a formal character throughout, and the business of the evening concluded at a late hour with the customary votes of thanks to the chairman and officers of the association.: [887, 147, 992, 220]
- article-text: Per Press Association. Wellington, Last Night. The matter under review was considered at some length by the committee, and it was resolved that the arrangements should stand over until a further meeting of the members could be held. The proceedings were of a formal character throughout, and the business of the evening concluded at a late hour with the customary votes of thanks to the chairman and officers of the association.: [441, 956, 548, 1030]
- bonithon-heading: BONITHON PETROLEUM COMPANY.: [577, 48, 636, 80]
- baden-label: BADEN: [163, 757, 199, 768]
- article-text: Per Press Association. Wellington, Last Night. The matter under review was considered at some length by the committee, and it was resolved that the arrangements should stand over until a further meeting of the members could be held. The proceedings were of a formal character throughout, and the business of the evening concluded at a late hour with the customary votes of thanks to the chairman and officers of the association.: [776, 938, 881, 1012]
- article-text: Per Press Association. Wellington, Last Night. The matter under review was considered at some length by the committee, and it was resolved that the arrangements should stand over until a further meeting of the members could be held. The proceedings were of a formal character throughout, and the business of the evening concluded at a late hour with the customary votes of thanks to the chairman and officers of the association.: [666, 578, 770, 652]
- article-text: Per Press Association. Wellington, Last Night. The matter under review was considered at some length by the committee, and it was resolved that the arrangements should stand over until a further meeting of the members could be held. The proceedings were of a formal character throughout, and the business of the evening concluded at a late hour with the customary votes of thanks to the chairman and officers of the association.: [227, 1436, 431, 1472]
- article-text: Per Press Association. Wellington, Last Night. The matter under review was considered at some length by the committee, and it was resolved that the arrangements should stand over until a further meeting of the members could be held. The proceedings were of a formal character throughout, and the business of the evening concluded at a late hour with the customary votes of thanks to the chairman and officers of the association.: [554, 767, 660, 841]
- branch-label: NEW PLYMOUTH BRANCH, TELEPHONE 183.: [214, 839, 346, 845]
- bookmakers-heading: BOOKMAKERS RELEASED.: [906, 850, 973, 872]
- shipping-column: [10, 44, 116, 1770]
- article-text: Per Press Association. Wellington, Last Night. The matter under review was considered at some length by the committee, and it was resolved that the arrangements should stand over until a further meeting of the members could be held. The proceedings were of a formal character throughout, and the business of the evening concluded at a late hour with the customary votes of thanks to the chairman and officers of the association.: [666, 1112, 770, 1186]
- latest-heading-1: LATEST TELEGRAMS: [776, 48, 881, 59]
- sailed-heading: SAILED.: [45, 169, 81, 180]
- article-text: Per Press Association. Wellington, Last Night. The matter under review was considered at some length by the committee, and it was resolved that the arrangements should stand over until a further meeting of the members could be held. The proceedings were of a formal character throughout, and the business of the evening concluded at a late hour with the customary votes of thanks to the chairman and officers of the association.: [776, 1029, 881, 1103]
- article-text: Per Press Association. Wellington, Last Night. The matter under review was considered at some length by the committee, and it was resolved that the arrangements should stand over until a further meeting of the members could be held. The proceedings were of a formal character throughout, and the business of the evening concluded at a late hour with the customary votes of thanks to the chairman and officers of the association.: [998, 1032, 1104, 1106]
- article-text: Per Press Association. Wellington, Last Night. The matter under review was considered at some length by the committee, and it was resolved that the arrangements should stand over until a further meeting of the members could be held. The proceedings were of a formal character throughout, and the business of the evening concluded at a late hour with the customary votes of thanks to the chairman and officers of the association.: [887, 503, 992, 576]
- holiday-hats-ad: [122, 46, 330, 110]
- article-text: Per Press Association. Wellington, Last Night. The matter under review was considered at some length by the committee, and it was resolved that the arrangements should stand over until a further meeting of the members could be held. The proceedings were of a formal character throughout, and the business of the evening concluded at a late hour with the customary votes of thanks to the chairman and officers of the association.: [776, 756, 881, 830]
- defence-heading: NATIONAL DEFENCE LEAGUE.: [782, 732, 875, 754]
- latest-novelties: LATEST NOVELTIES IN TIES.: [131, 637, 181, 661]
- article-text: Per Press Association. Wellington, Last Night. The matter under review was considered at some length by the committee, and it was resolved that the arrangements should stand over until a further meeting of the members could be held. The proceedings were of a formal character throughout, and the business of the evening concluded at a late hour with the customary votes of thanks to the chairman and officers of the association.: [776, 411, 881, 484]
- article-text: Per Press Association. Wellington, Last Night. The matter under review was considered at some length by the committee, and it was resolved that the arrangements should stand over until a further meeting of the members could be held. The proceedings were of a formal character throughout, and the business of the evening concluded at a late hour with the customary votes of thanks to the chairman and officers of the association.: [998, 1489, 1104, 1562]
- article-text: Per Press Association. Wellington, Last Night. The matter under review was considered at some length by the committee, and it was resolved that the arrangements should stand over until a further meeting of the members could be held. The proceedings were of a formal character throughout, and the business of the evening concluded at a late hour with the customary votes of thanks to the chairman and officers of the association.: [554, 83, 660, 156]
- telegrams-heading: SHIPPING TELEGRAMS.: [10, 336, 116, 347]
- general-telegrams: GENERAL TELEGRAMS.: [904, 62, 975, 68]
- quotations-heading: QUOTATIONS FOR DECEMBER 18, 1907.: [17, 728, 109, 743]
- article-text: Per Press Association. Wellington, Last Night. The matter under review was considered at some length by the committee, and it was resolved that the arrangements should stand over until a further meeting of the members could be held. The proceedings were of a formal character throughout, and the business of the evening concluded at a late hour with the customary votes of thanks to the chairman and officers of the association.: [554, 311, 660, 384]
- article-text: Per Press Association. Wellington, Last Night. The matter under review was considered at some length by the committee, and it was resolved that the arrangements should stand over until a further meeting of the members could be held. The proceedings were of a formal character throughout, and the business of the evening concluded at a late hour with the customary votes of thanks to the chairman and officers of the association.: [776, 654, 881, 728]
- antarctic-heading: THE ANTARCTIC EXPEDITION.: [902, 1156, 977, 1178]
- article-text: Per Press Association. Wellington, Last Night. The matter under review was considered at some length by the committee, and it was resolved that the arrangements should stand over until a further meeting of the members could be held. The proceedings were of a formal character throughout, and the business of the evening concluded at a late hour with the customary votes of thanks to the chairman and officers of the association.: [333, 73, 435, 154]
- footwear-offer: SPECIAL OFFER FOR XMAS.: [177, 180, 275, 188]
- interesting-heading: INTERESTING ITEMS: [781, 565, 876, 576]
- column-rule: [995, 44, 996, 1770]
- article-text: Per Press Association. Wellington, Last Night. The matter under review was considered at some length by the committee, and it was resolved that the arrangements should stand over until a further meeting of the members could be held. The proceedings were of a formal character throughout, and the business of the evening concluded at a late hour with the customary votes of thanks to the chairman and officers of the association.: [554, 539, 660, 613]
- article-text: Per Press Association. Wellington, Last Night. The matter under review was considered at some length by the committee, and it was resolved that the arrangements should stand over until a further meeting of the members could be held. The proceedings were of a formal character throughout, and the business of the evening concluded at a late hour with the customary votes of thanks to the chairman and officers of the association.: [14, 1338, 112, 1419]
- article-text: Per Press Association. Wellington, Last Night. The matter under review was considered at some length by the committee, and it was resolved that the arrangements should stand over until a further meeting of the members could be held. The proceedings were of a formal character throughout, and the business of the evening concluded at a late hour with the customary votes of thanks to the chairman and officers of the association.: [333, 278, 435, 359]
- article-text: Per Press Association. Wellington, Last Night. The matter under review was considered at some length by the committee, and it was resolved that the arrangements should stand over until a further meeting of the members could be held. The proceedings were of a formal character throughout, and the business of the evening concluded at a late hour with the customary votes of thanks to the chairman and officers of the association.: [554, 463, 660, 536]
- article-text: Per Press Association. Wellington, Last Night. The matter under review was considered at some length by the committee, and it was resolved that the arrangements should stand over until a further meeting of the members could be held. The proceedings were of a formal character throughout, and the business of the evening concluded at a late hour with the customary votes of thanks to the chairman and officers of the association.: [441, 500, 548, 574]
- article-text: Per Press Association. Wellington, Last Night. The matter under review was considered at some length by the committee, and it was resolved that the arrangements should stand over until a further meeting of the members could be held. The proceedings were of a formal character throughout, and the business of the evening concluded at a late hour with the customary votes of thanks to the chairman and officers of the association.: [129, 1010, 431, 1040]
- hint-sub: AS TO WHAT YOU SHOULD BUY FOR CHRISTMAS PRESENTS.: [175, 1381, 385, 1389]
- exchange-heading: TARANAKI STOCK EXCHANGE.: [22, 703, 104, 725]
- woodhouse-name: R. WOODHOUSE,: [226, 1050, 334, 1066]
- t-king-sub: DEVON STREET.: [283, 1328, 329, 1334]
- article-text: Per Press Association. Wellington, Last Night. The matter under review was considered at some length by the committee, and it was resolved that the arrangements should stand over until a further meeting of the members could be held. The proceedings were of a formal character throughout, and the business of the evening concluded at a late hour with the customary votes of thanks to the chairman and officers of the association.: [10, 349, 116, 422]
- article-text: Per Press Association. Wellington, Last Night. The matter under review was considered at some length by the committee, and it was resolved that the arrangements should stand over until a further meeting of the members could be held. The proceedings were of a formal character throughout, and the business of the evening concluded at a late hour with the customary votes of thanks to the chairman and officers of the association.: [554, 159, 660, 232]
- just-a-hint-ad: [122, 1356, 438, 1768]
- article-text: Per Press Association. Wellington, Last Night. The matter under review was considered at some length by the committee, and it was resolved that the arrangements should stand over until a further meeting of the members could be held. The proceedings were of a formal character throughout, and the business of the evening concluded at a late hour with the customary votes of thanks to the chairman and officers of the association.: [441, 1413, 548, 1486]
- article-text: Per Press Association. Wellington, Last Night. The matter under review was considered at some length by the committee, and it was resolved that the arrangements should stand over until a further meeting of the members could be held. The proceedings were of a formal character throughout, and the business of the evening concluded at a late hour with the customary votes of thanks to the chairman and officers of the association.: [441, 1108, 548, 1182]
- article-text: Per Press Association. Wellington, Last Night. The matter under review was considered at some length by the committee, and it was resolved that the arrangements should stand over until a further meeting of the members could be held. The proceedings were of a formal character throughout, and the business of the evening concluded at a late hour with the customary votes of thanks to the chairman and officers of the association.: [887, 1078, 992, 1152]
- article-text: Per Press Association. Wellington, Last Night. The matter under review was considered at some length by the committee, and it was resolved that the arrangements should stand over until a further meeting of the members could be held. The proceedings were of a formal character throughout, and the business of the evening concluded at a late hour with the customary votes of thanks to the chairman and officers of the association.: [441, 1489, 548, 1562]
- article-text: Per Press Association. Wellington, Last Night. The matter under review was considered at some length by the committee, and it was resolved that the arrangements should stand over until a further meeting of the members could be held. The proceedings were of a formal character throughout, and the business: [441, 1717, 548, 1768]
- article-text: Per Press Association. Wellington, Last Night. The matter under review was considered at some length by the committee, and it was resolved that the arrangements should stand over until a further meeting of the members could be held. The proceedings were of a formal character throughout, and the business of the evening concluded at a late hour with the customary votes of thanks to the chairman and officers of the association.: [441, 120, 548, 193]
- column-rule: [551, 44, 552, 1770]
